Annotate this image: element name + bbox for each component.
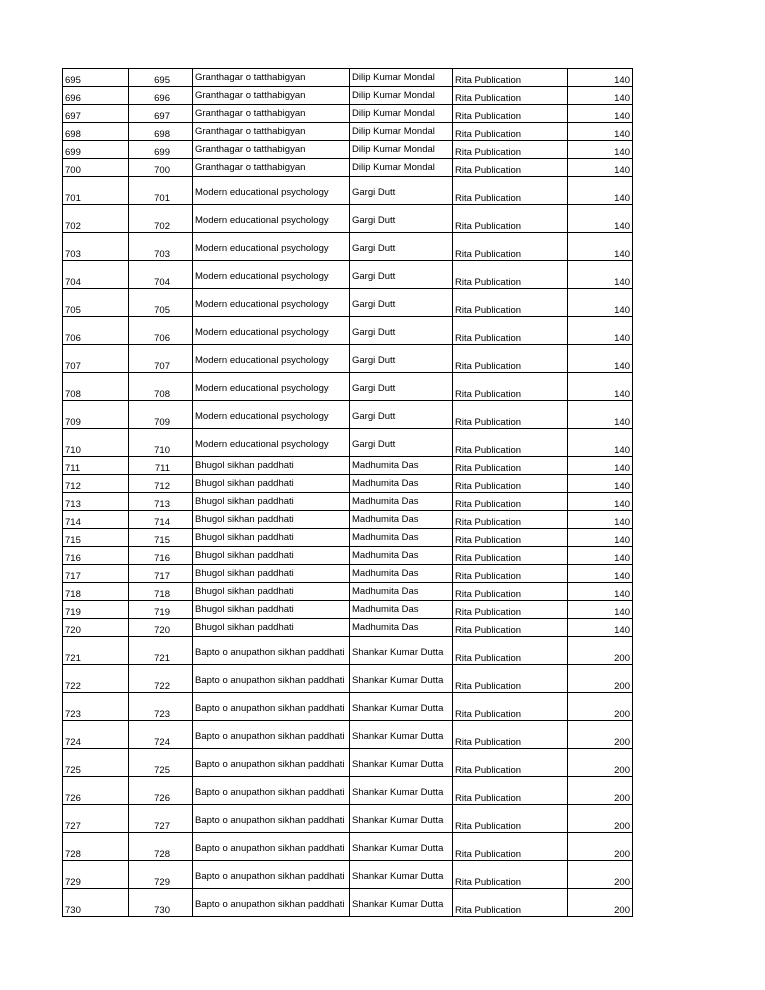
- author-cell: Madhumita Das: [350, 529, 453, 547]
- publisher-cell: Rita Publication: [453, 401, 568, 429]
- accession-number-cell: 699: [63, 141, 129, 159]
- book-title-cell: Bapto o anupathon sikhan paddhati: [193, 861, 350, 889]
- book-title-cell: Granthagar o tatthabigyan: [193, 159, 350, 177]
- publisher-cell: Rita Publication: [453, 693, 568, 721]
- accession-number-cell: 712: [63, 475, 129, 493]
- author-cell: Shankar Kumar Dutta: [350, 749, 453, 777]
- publisher-cell: Rita Publication: [453, 373, 568, 401]
- price-cell: 140: [568, 619, 633, 637]
- accession-number-cell: 720: [63, 619, 129, 637]
- price-cell: 200: [568, 805, 633, 833]
- serial-number-cell: 725: [129, 749, 193, 777]
- author-cell: Gargi Dutt: [350, 177, 453, 205]
- serial-number-cell: 715: [129, 529, 193, 547]
- book-title-cell: Bhugol sikhan paddhati: [193, 511, 350, 529]
- author-cell: Dilip Kumar Mondal: [350, 69, 453, 87]
- serial-number-cell: 716: [129, 547, 193, 565]
- accession-number-cell: 711: [63, 457, 129, 475]
- price-cell: 140: [568, 177, 633, 205]
- accession-number-cell: 717: [63, 565, 129, 583]
- serial-number-cell: 726: [129, 777, 193, 805]
- author-cell: Madhumita Das: [350, 511, 453, 529]
- serial-number-cell: 720: [129, 619, 193, 637]
- serial-number-cell: 712: [129, 475, 193, 493]
- table-row: [63, 123, 633, 141]
- book-title-cell: Bhugol sikhan paddhati: [193, 493, 350, 511]
- price-cell: 140: [568, 141, 633, 159]
- accession-number-cell: 716: [63, 547, 129, 565]
- price-cell: 140: [568, 289, 633, 317]
- serial-number-cell: 705: [129, 289, 193, 317]
- price-cell: 200: [568, 749, 633, 777]
- author-cell: Dilip Kumar Mondal: [350, 141, 453, 159]
- book-title-cell: Modern educational psychology: [193, 177, 350, 205]
- price-cell: 140: [568, 429, 633, 457]
- publisher-cell: Rita Publication: [453, 159, 568, 177]
- author-cell: Gargi Dutt: [350, 289, 453, 317]
- accession-number-cell: 695: [63, 69, 129, 87]
- author-cell: Gargi Dutt: [350, 401, 453, 429]
- table-row: [63, 861, 633, 889]
- table-row: [63, 177, 633, 205]
- author-cell: Gargi Dutt: [350, 205, 453, 233]
- table-body: [63, 69, 633, 917]
- accession-number-cell: 704: [63, 261, 129, 289]
- author-cell: Madhumita Das: [350, 547, 453, 565]
- price-cell: 140: [568, 511, 633, 529]
- publisher-cell: Rita Publication: [453, 601, 568, 619]
- price-cell: 140: [568, 547, 633, 565]
- book-title-cell: Modern educational psychology: [193, 345, 350, 373]
- price-cell: 200: [568, 861, 633, 889]
- book-title-cell: Bhugol sikhan paddhati: [193, 565, 350, 583]
- accession-number-cell: 724: [63, 721, 129, 749]
- price-cell: 140: [568, 601, 633, 619]
- book-title-cell: Bhugol sikhan paddhati: [193, 547, 350, 565]
- publisher-cell: Rita Publication: [453, 317, 568, 345]
- publisher-cell: Rita Publication: [453, 861, 568, 889]
- publisher-cell: Rita Publication: [453, 721, 568, 749]
- book-title-cell: Bapto o anupathon sikhan paddhati: [193, 665, 350, 693]
- publisher-cell: Rita Publication: [453, 583, 568, 601]
- serial-number-cell: 728: [129, 833, 193, 861]
- author-cell: Gargi Dutt: [350, 429, 453, 457]
- author-cell: Shankar Kumar Dutta: [350, 721, 453, 749]
- table-row: [63, 493, 633, 511]
- author-cell: Shankar Kumar Dutta: [350, 833, 453, 861]
- price-cell: 140: [568, 565, 633, 583]
- table-row: [63, 317, 633, 345]
- publisher-cell: Rita Publication: [453, 457, 568, 475]
- price-cell: 140: [568, 69, 633, 87]
- book-title-cell: Granthagar o tatthabigyan: [193, 87, 350, 105]
- author-cell: Madhumita Das: [350, 583, 453, 601]
- author-cell: Madhumita Das: [350, 601, 453, 619]
- accession-number-cell: 713: [63, 493, 129, 511]
- table-row: [63, 373, 633, 401]
- table-row: [63, 429, 633, 457]
- serial-number-cell: 695: [129, 69, 193, 87]
- book-title-cell: Modern educational psychology: [193, 429, 350, 457]
- accession-number-cell: 723: [63, 693, 129, 721]
- price-cell: 140: [568, 401, 633, 429]
- book-title-cell: Bhugol sikhan paddhati: [193, 583, 350, 601]
- author-cell: Madhumita Das: [350, 493, 453, 511]
- accession-number-cell: 722: [63, 665, 129, 693]
- price-cell: 140: [568, 373, 633, 401]
- price-cell: 140: [568, 105, 633, 123]
- serial-number-cell: 719: [129, 601, 193, 619]
- table-row: [63, 141, 633, 159]
- price-cell: 140: [568, 123, 633, 141]
- serial-number-cell: 709: [129, 401, 193, 429]
- author-cell: Shankar Kumar Dutta: [350, 777, 453, 805]
- accession-number-cell: 728: [63, 833, 129, 861]
- publisher-cell: Rita Publication: [453, 261, 568, 289]
- accession-number-cell: 707: [63, 345, 129, 373]
- publisher-cell: Rita Publication: [453, 105, 568, 123]
- publisher-cell: Rita Publication: [453, 177, 568, 205]
- author-cell: Dilip Kumar Mondal: [350, 123, 453, 141]
- author-cell: Shankar Kumar Dutta: [350, 805, 453, 833]
- accession-number-cell: 709: [63, 401, 129, 429]
- accession-number-cell: 708: [63, 373, 129, 401]
- price-cell: 140: [568, 583, 633, 601]
- author-cell: Dilip Kumar Mondal: [350, 159, 453, 177]
- accession-number-cell: 730: [63, 889, 129, 917]
- publisher-cell: Rita Publication: [453, 141, 568, 159]
- book-title-cell: Granthagar o tatthabigyan: [193, 105, 350, 123]
- book-title-cell: Modern educational psychology: [193, 317, 350, 345]
- book-title-cell: Bhugol sikhan paddhati: [193, 619, 350, 637]
- accession-number-cell: 700: [63, 159, 129, 177]
- book-title-cell: Bhugol sikhan paddhati: [193, 457, 350, 475]
- serial-number-cell: 704: [129, 261, 193, 289]
- publisher-cell: Rita Publication: [453, 805, 568, 833]
- book-title-cell: Bapto o anupathon sikhan paddhati: [193, 693, 350, 721]
- publisher-cell: Rita Publication: [453, 889, 568, 917]
- publisher-cell: Rita Publication: [453, 493, 568, 511]
- serial-number-cell: 701: [129, 177, 193, 205]
- book-title-cell: Bapto o anupathon sikhan paddhati: [193, 777, 350, 805]
- table-row: [63, 69, 633, 87]
- table-row: [63, 105, 633, 123]
- publisher-cell: Rita Publication: [453, 345, 568, 373]
- accession-number-cell: 719: [63, 601, 129, 619]
- table-row: [63, 601, 633, 619]
- publisher-cell: Rita Publication: [453, 87, 568, 105]
- book-title-cell: Bhugol sikhan paddhati: [193, 529, 350, 547]
- accession-number-cell: 706: [63, 317, 129, 345]
- book-title-cell: Bhugol sikhan paddhati: [193, 475, 350, 493]
- publisher-cell: Rita Publication: [453, 565, 568, 583]
- author-cell: Gargi Dutt: [350, 233, 453, 261]
- table-row: [63, 619, 633, 637]
- publisher-cell: Rita Publication: [453, 637, 568, 665]
- accession-number-cell: 698: [63, 123, 129, 141]
- table-row: [63, 721, 633, 749]
- book-title-cell: Modern educational psychology: [193, 373, 350, 401]
- price-cell: 140: [568, 159, 633, 177]
- publisher-cell: Rita Publication: [453, 205, 568, 233]
- publisher-cell: Rita Publication: [453, 665, 568, 693]
- table-row: [63, 665, 633, 693]
- serial-number-cell: 698: [129, 123, 193, 141]
- author-cell: Madhumita Das: [350, 619, 453, 637]
- book-register-table: [62, 68, 633, 917]
- serial-number-cell: 700: [129, 159, 193, 177]
- serial-number-cell: 717: [129, 565, 193, 583]
- author-cell: Shankar Kumar Dutta: [350, 861, 453, 889]
- accession-number-cell: 725: [63, 749, 129, 777]
- publisher-cell: Rita Publication: [453, 511, 568, 529]
- price-cell: 200: [568, 637, 633, 665]
- table-row: [63, 805, 633, 833]
- accession-number-cell: 710: [63, 429, 129, 457]
- book-title-cell: Bapto o anupathon sikhan paddhati: [193, 637, 350, 665]
- price-cell: 140: [568, 493, 633, 511]
- serial-number-cell: 730: [129, 889, 193, 917]
- author-cell: Gargi Dutt: [350, 261, 453, 289]
- publisher-cell: Rita Publication: [453, 123, 568, 141]
- serial-number-cell: 697: [129, 105, 193, 123]
- author-cell: Shankar Kumar Dutta: [350, 693, 453, 721]
- table-row: [63, 777, 633, 805]
- price-cell: 140: [568, 475, 633, 493]
- accession-number-cell: 705: [63, 289, 129, 317]
- publisher-cell: Rita Publication: [453, 69, 568, 87]
- price-cell: 200: [568, 693, 633, 721]
- accession-number-cell: 729: [63, 861, 129, 889]
- author-cell: Dilip Kumar Mondal: [350, 87, 453, 105]
- serial-number-cell: 721: [129, 637, 193, 665]
- author-cell: Shankar Kumar Dutta: [350, 665, 453, 693]
- table-row: [63, 457, 633, 475]
- table-row: [63, 583, 633, 601]
- book-title-cell: Bapto o anupathon sikhan paddhati: [193, 805, 350, 833]
- publisher-cell: Rita Publication: [453, 289, 568, 317]
- price-cell: 140: [568, 457, 633, 475]
- accession-number-cell: 727: [63, 805, 129, 833]
- price-cell: 140: [568, 345, 633, 373]
- book-title-cell: Modern educational psychology: [193, 401, 350, 429]
- book-title-cell: Bapto o anupathon sikhan paddhati: [193, 833, 350, 861]
- price-cell: 200: [568, 665, 633, 693]
- table-row: [63, 889, 633, 917]
- price-cell: 200: [568, 721, 633, 749]
- book-title-cell: Bapto o anupathon sikhan paddhati: [193, 721, 350, 749]
- serial-number-cell: 711: [129, 457, 193, 475]
- book-title-cell: Bapto o anupathon sikhan paddhati: [193, 749, 350, 777]
- table-row: [63, 565, 633, 583]
- publisher-cell: Rita Publication: [453, 529, 568, 547]
- serial-number-cell: 724: [129, 721, 193, 749]
- serial-number-cell: 703: [129, 233, 193, 261]
- price-cell: 140: [568, 87, 633, 105]
- author-cell: Gargi Dutt: [350, 373, 453, 401]
- table-row: [63, 289, 633, 317]
- publisher-cell: Rita Publication: [453, 833, 568, 861]
- price-cell: 140: [568, 317, 633, 345]
- accession-number-cell: 714: [63, 511, 129, 529]
- accession-number-cell: 701: [63, 177, 129, 205]
- accession-number-cell: 715: [63, 529, 129, 547]
- table-row: [63, 401, 633, 429]
- accession-number-cell: 696: [63, 87, 129, 105]
- publisher-cell: Rita Publication: [453, 429, 568, 457]
- publisher-cell: Rita Publication: [453, 547, 568, 565]
- book-title-cell: Granthagar o tatthabigyan: [193, 123, 350, 141]
- table-row: [63, 529, 633, 547]
- book-title-cell: Bapto o anupathon sikhan paddhati: [193, 889, 350, 917]
- publisher-cell: Rita Publication: [453, 749, 568, 777]
- table-row: [63, 547, 633, 565]
- book-title-cell: Modern educational psychology: [193, 261, 350, 289]
- serial-number-cell: 729: [129, 861, 193, 889]
- publisher-cell: Rita Publication: [453, 777, 568, 805]
- accession-number-cell: 702: [63, 205, 129, 233]
- accession-number-cell: 721: [63, 637, 129, 665]
- author-cell: Gargi Dutt: [350, 317, 453, 345]
- table-row: [63, 511, 633, 529]
- book-title-cell: Bhugol sikhan paddhati: [193, 601, 350, 619]
- publisher-cell: Rita Publication: [453, 619, 568, 637]
- price-cell: 200: [568, 833, 633, 861]
- serial-number-cell: 722: [129, 665, 193, 693]
- table-row: [63, 159, 633, 177]
- author-cell: Madhumita Das: [350, 475, 453, 493]
- table-row: [63, 233, 633, 261]
- price-cell: 140: [568, 205, 633, 233]
- serial-number-cell: 713: [129, 493, 193, 511]
- serial-number-cell: 718: [129, 583, 193, 601]
- publisher-cell: Rita Publication: [453, 475, 568, 493]
- serial-number-cell: 714: [129, 511, 193, 529]
- serial-number-cell: 702: [129, 205, 193, 233]
- author-cell: Madhumita Das: [350, 457, 453, 475]
- author-cell: Dilip Kumar Mondal: [350, 105, 453, 123]
- price-cell: 200: [568, 777, 633, 805]
- accession-number-cell: 697: [63, 105, 129, 123]
- author-cell: Gargi Dutt: [350, 345, 453, 373]
- serial-number-cell: 723: [129, 693, 193, 721]
- accession-number-cell: 703: [63, 233, 129, 261]
- serial-number-cell: 727: [129, 805, 193, 833]
- book-title-cell: Granthagar o tatthabigyan: [193, 69, 350, 87]
- table-row: [63, 749, 633, 777]
- publisher-cell: Rita Publication: [453, 233, 568, 261]
- accession-number-cell: 726: [63, 777, 129, 805]
- table-row: [63, 205, 633, 233]
- serial-number-cell: 708: [129, 373, 193, 401]
- serial-number-cell: 696: [129, 87, 193, 105]
- author-cell: Madhumita Das: [350, 565, 453, 583]
- table-row: [63, 87, 633, 105]
- book-title-cell: Modern educational psychology: [193, 233, 350, 261]
- price-cell: 200: [568, 889, 633, 917]
- table-row: [63, 693, 633, 721]
- book-title-cell: Granthagar o tatthabigyan: [193, 141, 350, 159]
- table-row: [63, 261, 633, 289]
- serial-number-cell: 710: [129, 429, 193, 457]
- table-row: [63, 345, 633, 373]
- price-cell: 140: [568, 261, 633, 289]
- table-row: [63, 637, 633, 665]
- price-cell: 140: [568, 529, 633, 547]
- accession-number-cell: 718: [63, 583, 129, 601]
- price-cell: 140: [568, 233, 633, 261]
- author-cell: Shankar Kumar Dutta: [350, 637, 453, 665]
- book-title-cell: Modern educational psychology: [193, 289, 350, 317]
- table-row: [63, 475, 633, 493]
- book-title-cell: Modern educational psychology: [193, 205, 350, 233]
- serial-number-cell: 706: [129, 317, 193, 345]
- author-cell: Shankar Kumar Dutta: [350, 889, 453, 917]
- serial-number-cell: 699: [129, 141, 193, 159]
- serial-number-cell: 707: [129, 345, 193, 373]
- table-row: [63, 833, 633, 861]
